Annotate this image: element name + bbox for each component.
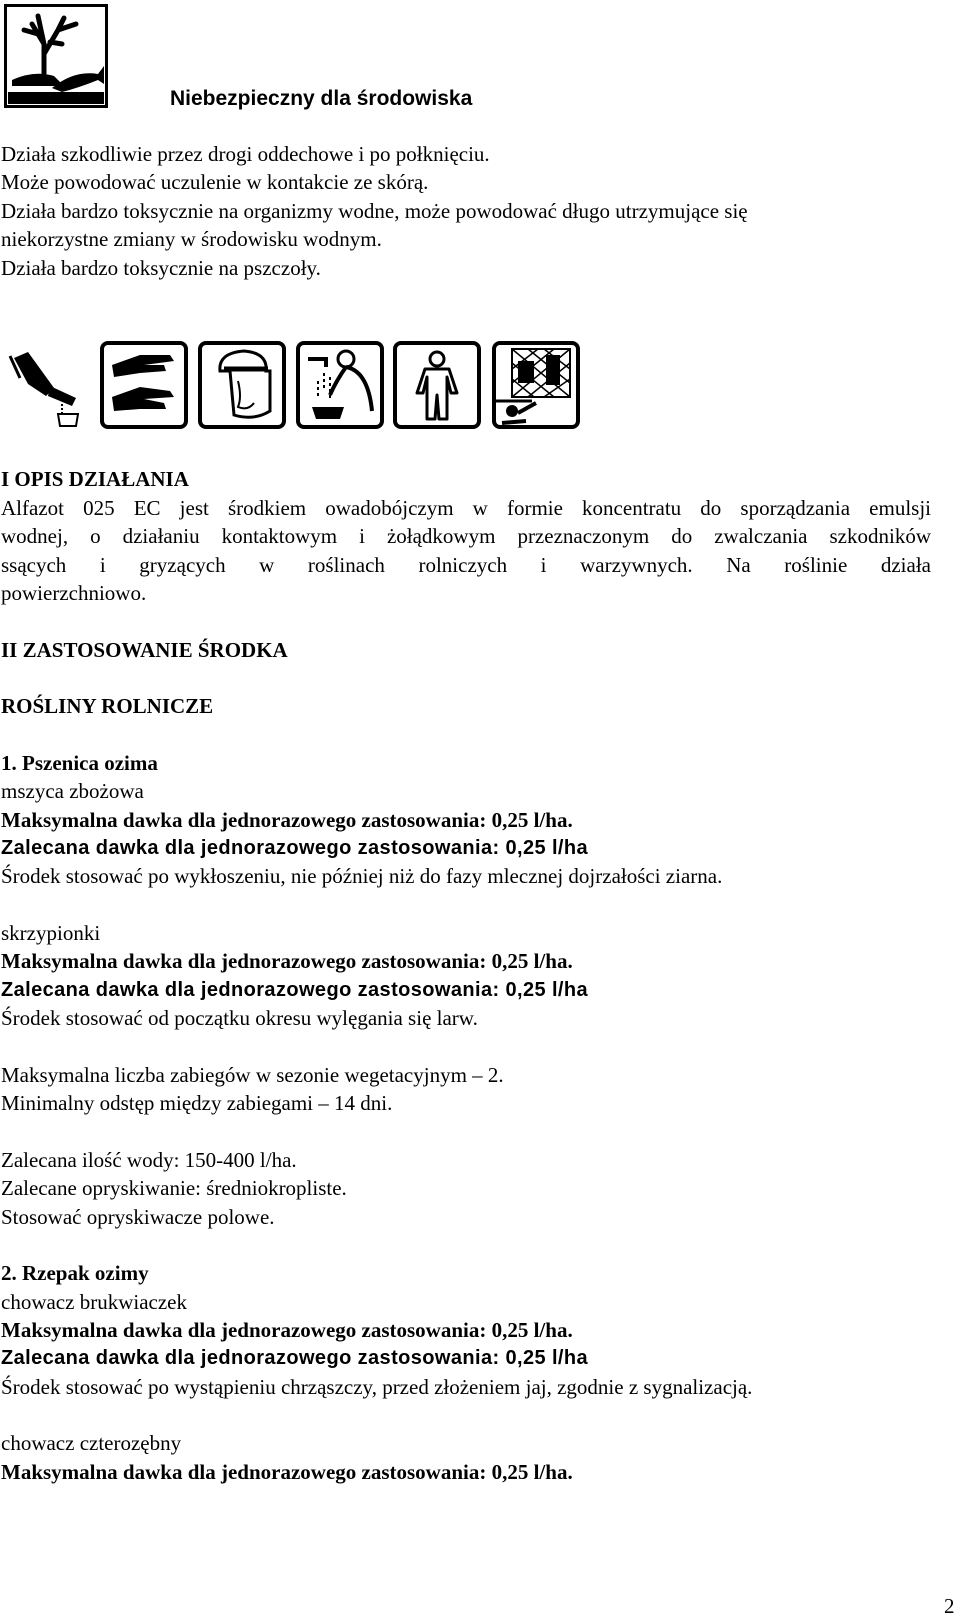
application-timing: Środek stosować po wykłoszeniu, nie później niż do fazy mlecznej dojrzałości ziarna. <box>1 864 723 888</box>
hazard-title: Niebezpieczny dla środowiska <box>170 87 473 110</box>
pest-name: chowacz czterozębny <box>1 1431 182 1455</box>
risk-phrase: Działa bardzo toksycznie na organizmy wodne, może powodować długo utrzymujące się <box>1 199 748 223</box>
gloves-icon <box>100 341 188 434</box>
keep-from-children-icon <box>492 341 580 434</box>
max-treatments: Maksymalna liczba zabiegów w sezonie wegetacyjnym – 2. <box>1 1063 504 1087</box>
recommended-dose: Zalecana dawka dla jednorazowego zastosowania: 0,25 l/ha <box>1 1347 589 1369</box>
risk-phrase: Może powodować uczulenie w kontakcie ze skórą. <box>1 170 429 194</box>
subsection-heading: ROŚLINY ROLNICZE <box>1 694 214 718</box>
max-dose: Maksymalna dawka dla jednorazowego zastosowania: 0,25 l/ha. <box>1 1460 573 1484</box>
recommended-dose: Zalecana dawka dla jednorazowego zastosowania: 0,25 l/ha <box>1 979 589 1001</box>
crop-title: 2. Rzepak ozimy <box>1 1261 149 1285</box>
paragraph-line: Alfazot 025 EC jest środkiem owadobójczym w formie koncentratu do sporządzania emulsji <box>1 496 931 520</box>
application-timing: Środek stosować od początku okresu wylęgania się larw. <box>1 1006 478 1030</box>
risk-phrase: Działa szkodliwie przez drogi oddechowe i po połknięciu. <box>1 142 490 166</box>
wash-hands-icon <box>296 341 384 434</box>
paragraph-line: powierzchniowo. <box>1 581 147 605</box>
protective-suit-icon <box>393 341 481 434</box>
max-dose: Maksymalna dawka dla jednorazowego zastosowania: 0,25 l/ha. <box>1 949 573 973</box>
risk-phrase: niekorzystne zmiany w środowisku wodnym. <box>1 227 382 251</box>
min-interval: Minimalny odstęp między zabiegami – 14 dni. <box>1 1091 393 1115</box>
water-amount: Zalecana ilość wody: 150-400 l/ha. <box>1 1148 297 1172</box>
crop-title: 1. Pszenica ozima <box>1 751 158 775</box>
section-heading: I OPIS DZIAŁANIA <box>1 467 189 491</box>
risk-phrase: Działa bardzo toksycznie na pszczoły. <box>1 256 321 280</box>
max-dose: Maksymalna dawka dla jednorazowego zastosowania: 0,25 l/ha. <box>1 1318 573 1342</box>
page-number: 2 <box>944 1594 955 1618</box>
sprayer-type: Stosować opryskiwacze polowe. <box>1 1205 275 1229</box>
environmental-hazard-symbol <box>4 4 108 113</box>
max-dose: Maksymalna dawka dla jednorazowego zastosowania: 0,25 l/ha. <box>1 808 573 832</box>
paragraph-line: ssących i gryzących w roślinach rolniczych i warzywnych. Na roślinie działa <box>1 553 931 577</box>
face-shield-icon <box>198 341 286 434</box>
pest-name: mszyca zbożowa <box>1 779 144 803</box>
application-timing: Środek stosować po wystąpieniu chrząszczy, przed złożeniem jaj, zgodnie z sygnalizacją. <box>1 1375 753 1399</box>
section-heading: II ZASTOSOWANIE ŚRODKA <box>1 638 288 662</box>
dead-tree-fish-icon <box>4 4 108 108</box>
pest-name: chowacz brukwiaczek <box>1 1290 187 1314</box>
recommended-dose: Zalecana dawka dla jednorazowego zastosowania: 0,25 l/ha <box>1 837 589 859</box>
pour-measure-icon <box>6 348 86 433</box>
paragraph-line: wodnej, o działaniu kontaktowym i żołądkowym przeznaczonym do zwalczania szkodników <box>1 524 931 548</box>
spraying-type: Zalecane opryskiwanie: średniokropliste. <box>1 1176 347 1200</box>
pest-name: skrzypionki <box>1 921 101 945</box>
